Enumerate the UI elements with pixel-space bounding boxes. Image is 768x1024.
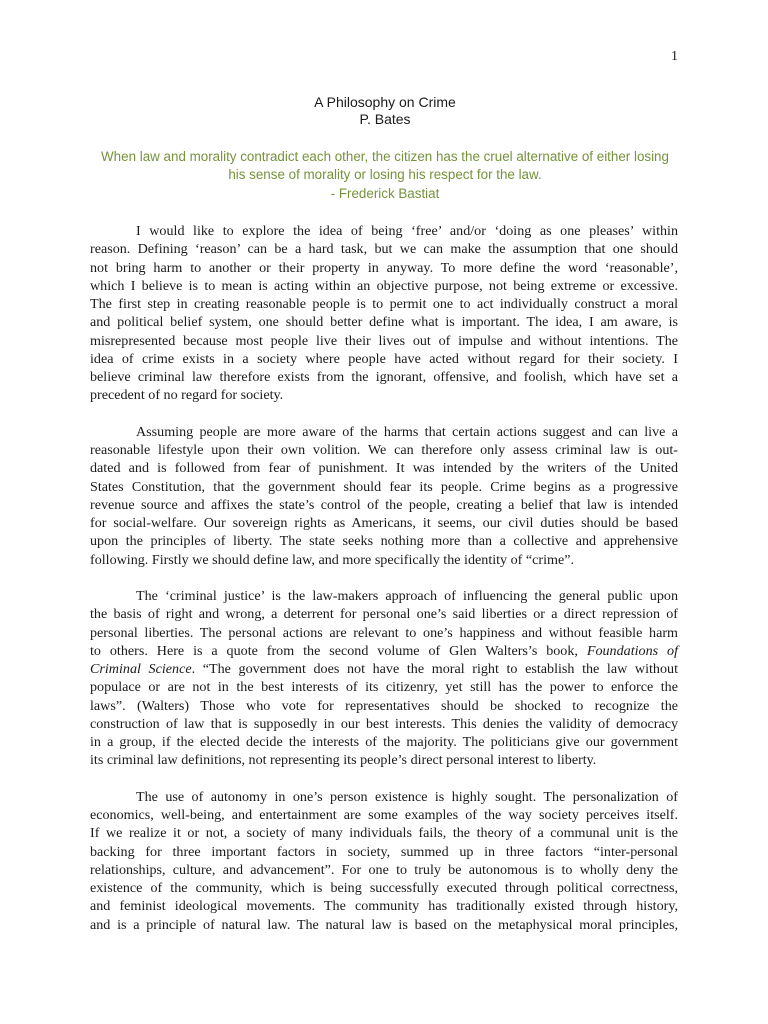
text-line: its criminal law definitions, not representing its people’s direct personal interest to liberty. [90,752,597,769]
text-line: existence of the community, which is being successfully executed through political correctness, [90,880,678,896]
epigraph-attribution: - Frederick Bastiat [330,185,440,201]
text-line: The ‘criminal justice’ is the law-makers approach of influencing the general public upon [136,588,678,604]
epigraph-line: When law and morality contradict each other, the citizen has the cruel alternative of either losing [101,149,669,164]
text-line: and political belief system, one should better define what is important. The idea, I am aware, is [90,314,678,331]
text-line: believe criminal law therefore exists from the ignorant, offensive, and foolish, which have set a [90,369,678,385]
epigraph-quote [90,148,680,203]
text-line: construction of law that is supposedly in our best interests. This denies the validity of democracy [90,715,678,732]
text-line [90,642,678,660]
text-line: States Constitution, that the government should fear its people. Crime begins as a progressive [90,478,678,495]
book-title: Foundations of [586,642,678,659]
text-line: laws”. (Walters) Those who vote for representatives should be shocked to recognize the [90,697,678,714]
text-line: reasonable lifestyle upon their own volition. We can therefore only assess criminal law is out- [90,442,678,458]
text-line: precedent of no regard for society. [90,387,284,404]
body-text [90,222,678,952]
text-line: personal liberties. The personal actions are relevant to one’s happiness and without feasible harm [90,624,678,641]
epigraph-line: his sense of morality or losing his respect for the law. [228,167,542,183]
text-run: to others. Here is a quote from the second volume of Glen Walters’s book, [90,642,578,659]
text-line: for social-welfare. Our sovereign rights as Americans, it seems, our civil duties should be based [90,515,678,531]
text-line [90,660,678,678]
text-line: I would like to explore the idea of being ‘free’ and/or ‘doing as one pleases’ within [136,223,678,239]
text-line: The use of autonomy in one’s person existence is highly sought. The personalization of [136,788,678,805]
text-line: misrepresented because most people live their lives out of impulse and without intentions. The [90,332,678,349]
text-line: If we realize it or not, a society of many individuals fails, the theory of a communal unit is the [90,825,678,842]
text-line: the basis of right and wrong, a deterrent for personal one’s said liberties or a direct repression of [90,606,678,623]
paragraph-2 [90,423,678,569]
text-line: idea of crime exists in a society where people have acted without regard for their society. I [90,350,678,367]
text-line: economics, well-being, and entertainment are some examples of the way society perceives itself. [90,807,678,823]
text-line: following. Firstly we should define law, and more specifically the identity of “crime”. [90,551,575,568]
text-run: . “The government does not have the moral right to establish the law without [191,661,678,677]
paragraph-3 [90,587,678,770]
paragraph-4 [90,788,678,934]
text-line: dated and is followed from fear of punishment. It was intended by the writers of the United [90,460,678,477]
text-line: and is a principle of natural law. The natural law is based on the metaphysical moral principles, [90,916,678,933]
text-line: upon the principles of liberty. The state seeks nothing more than a collective and apprehensive [90,533,678,550]
title-block [90,94,680,128]
text-line: populace or are not in the best interests of its citizenry, yet still has the power to enforce the [90,679,678,696]
paragraph-1 [90,222,678,405]
text-line: Assuming people are more aware of the harms that certain actions suggest and can live a [136,423,678,440]
text-line: relationships, culture, and advancement”. For one to truly be autonomous is to wholly deny the [90,861,678,878]
text-line: not bring harm to another or their property in anyway. To more define the word ‘reasonable’, [90,259,678,276]
text-line: The first step in creating reasonable people is to permit one to act individually construct a moral [90,296,678,312]
text-line: which I believe is to mean is acting within an objective purpose, not being extreme or excessive. [90,277,678,294]
book-title: Criminal Science [90,661,192,677]
text-line: backing for three important factors in society, summed up in three factors “inter-personal [90,843,678,860]
page-number: 1 [671,49,678,64]
text-line: in a group, if the elected decide the interests of the majority. The politicians give our government [90,734,678,750]
text-line: reason. Defining ‘reason’ can be a hard task, but we can make the assumption that one should [90,241,678,258]
text-line: revenue source and affixes the state’s control of the people, creating a belief that law is intended [90,496,678,513]
document-title: A Philosophy on Crime [314,94,456,110]
document-author: P. Bates [359,111,411,127]
text-line: and feminist ideological movements. The community has traditionally existed through history, [90,898,678,915]
